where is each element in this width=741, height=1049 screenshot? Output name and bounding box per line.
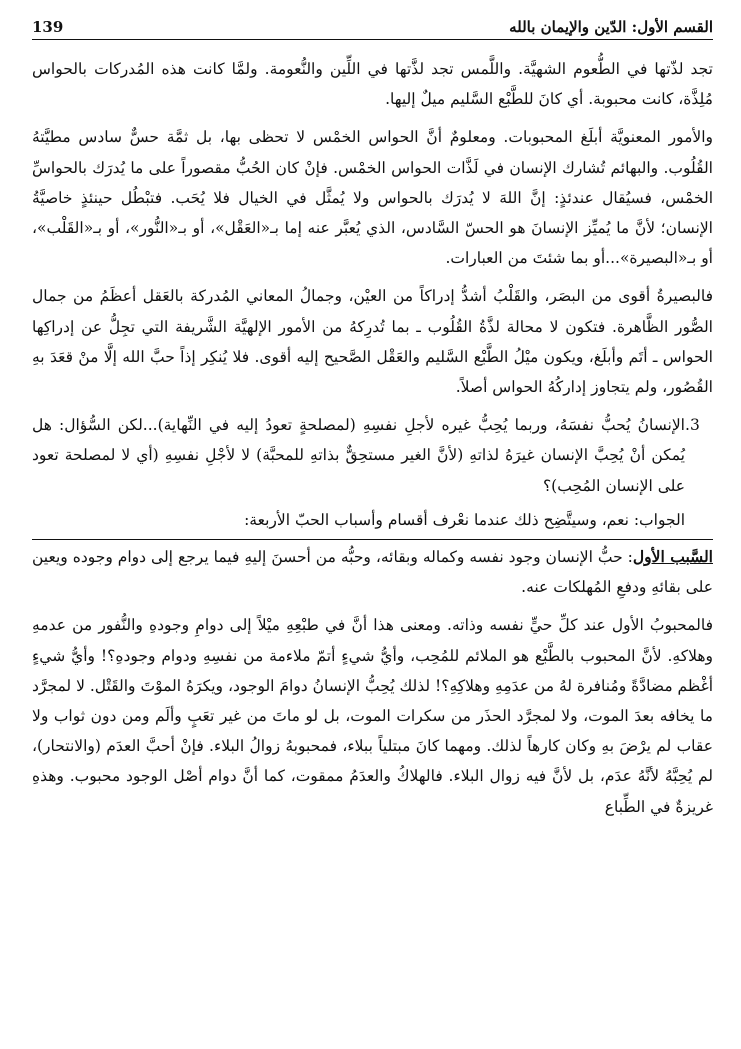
first-cause-label: السَّبب الأول — [632, 547, 713, 567]
item-number: 3. — [685, 416, 700, 435]
paragraph-1: تجد لذّتها في الطُّعوم الشهيَّة. واللَّمس تجد لذَّتها في اللِّين والنُّعومة. ولمَّا كانت هذه المُدركات بالحواس مُلِذَّة، كانت محبوبة. أي كانَ للطَّبْع السَّليم ميلٌ إليها. — [32, 60, 713, 109]
page-number: 139 — [32, 18, 64, 36]
paragraph-3: فالبصيرةُ أقوى من البصَر، والقَلْبُ أشدُّ إدراكاً من العيْن، وجمالُ المعاني المُدركة بالعَقل أعظَمُ من جمال الصُّور الظَّاهرة. فتكون لا محالة لذَّةُ القُلُوب ـ بما تُدرِكهُ من الأمور الإلهيَّة الشَّريفة التي تجِلُّ عن إدراكِها الحواس ـ أتَم وأبلَغ، ويكون ميْلُ الطَّبْع السَّليم والعَقْل الصَّحيح إليه أقوى. فلا يُنكِر إذاً حبَّ الله إلَّا منْ قعَدَ بهِ القُصُور، ولم يتجاوز إداركُهُ الحواس أصلاً. — [32, 287, 713, 397]
item-text: الإنسانُ يُحبُّ نفسَهُ، وربما يُحِبُّ غيره لأجلِ نفسِهِ (لمصلحةٍ تعودُ إليه في النِّهاية)...لكن السُّؤال: هل يُمكن أنْ يُحِبَّ الإنسان غيرَهُ لذاتهِ (لأنَّ الغير مستحِقٌّ بذاتهِ للمحبَّة) لا لأجْلِ نفسِهِ (أي لا لمصلحة تعود على الإنسان المُحِب)؟ — [32, 416, 685, 495]
page-body — [32, 54, 713, 822]
first-cause-paragraph — [32, 539, 713, 602]
item-answer: الجواب: نعم، وسيتَّضِح ذلك عندما نعْرف أقسام وأسباب الحبّ الأربعة: — [244, 510, 685, 529]
running-title: القسم الأول: الدّين والإيمان بالله — [509, 18, 713, 36]
book-page — [32, 14, 713, 1034]
first-cause-text: : حبُّ الإنسان وجود نفسه وكماله وبقائه، وحبُّه من أحسنَ إليهِ فيما يرجع إلى دوام وجوده ويعين على بقائهِ ودفعِ المُهلكات عنه. — [32, 548, 713, 597]
page-header — [32, 14, 713, 40]
paragraph-2: والأمور المعنويَّة أبلَغ المحبوبات. ومعلومٌ أنَّ الحواس الخمْس لا تحظى بها، بل ثمَّة حسٌّ سادس مطيَّتهُ القُلُوب. والبهائم تُشارك الإنسان في لَذَّات الحواس الخمْس. فإنْ كان الحُبُّ مقصوراً على ما يُدرَك بالحواسِّ الخمْس، فسيُقال عندئذٍ: إنَّ اللهَ لا يُدرَك بالحواس ولا يُمثَّل في الخيال فلا يُحَب. فتبْطُل حينئذٍ خاصيَّةُ الإنسان؛ لأنَّ ما يُميِّز الإنسانَ هو الحسّ السَّادس، الذي يُعبَّر عنه إما بـ«العَقْل»، أو بـ«النُّور»، أو بـ«القَلْب»، أو بـ«البصيرة»...أو بما شئتَ من العبارات. — [32, 128, 713, 268]
item-content — [32, 410, 685, 539]
closing-paragraph: فالمحبوبُ الأول عند كلِّ حيٍّ نفسه وذاته. ومعنى هذا أنَّ في طبْعِهِ ميْلاً إلى دوامِ وجودهِ والنُّفور من عدمهِ وهلاكهِ. لأنَّ المحبوب بالطَّبْع هو الملائم للمُحِب، وأيُّ شيءٍ أتمّ ملاءمة من نفسِهِ ودوام وجودهِ؟! وأيُّ شيءٍ أغْظم مضادَّةً ومُنافرة لهُ من عدَمِهِ وهلاكِهِ؟! لذلك يُحِبُّ الإنسانُ دوامَ الوجود، ويكرَهُ الموْتَ والقَتْل. لا لمجرَّد ما يخافه بعدَ الموت، ولا لمجرَّد الحذَر من سكرات الموت، بل لو ماتَ من غير تعَبٍ وألَم ومن دون ثواب ولا عقاب لم يرْضَ بهِ وكان كارهاً لذلك. ومهما كانَ مبتلياً ببلاء، فمحبوبهُ زوالُ البلاء. فإنْ أحبَّ العدَم (والانتحار)، لم يُحِبَّهُ لأنَّهُ عدَم، بل لأنَّ فيه زوال البلاء. فالهلاكُ والعدَمُ ممقوت، كما أنَّ دوام أصْل الوجود محبوب. وهذهِ غريزةٌ في الطِّباع — [32, 616, 713, 816]
numbered-item-3 — [32, 410, 713, 539]
